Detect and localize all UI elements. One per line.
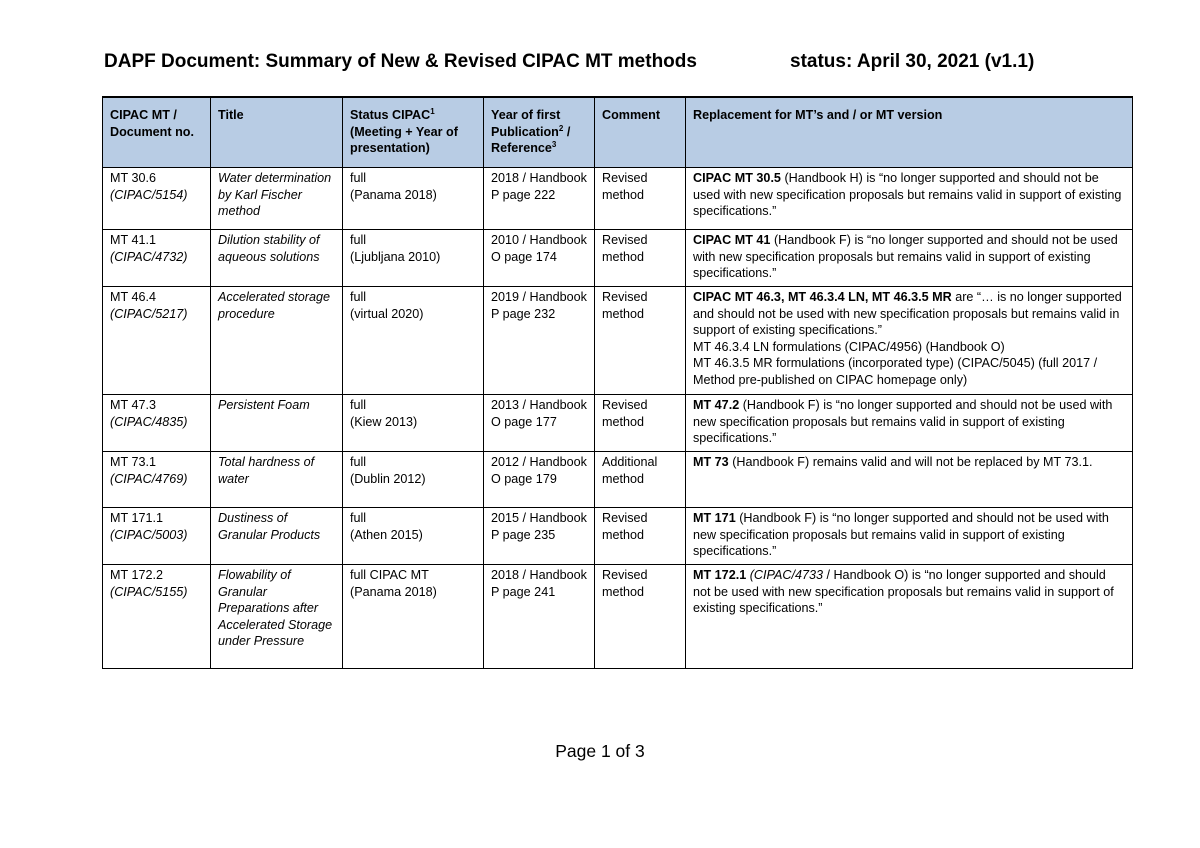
cell-year: 2018 / Handbook P page 241 [484, 565, 595, 669]
title-text: DAPF Document: Summary of New & Revised CIPAC MT methods [104, 51, 697, 72]
cell-title: Dustiness of Granular Products [211, 508, 343, 565]
cell-mt: MT 41.1 (CIPAC/4732) [103, 230, 211, 287]
col-header-status: Status CIPAC$^1$ (Meeting + Year of presentation) [343, 97, 484, 168]
cell-replacement: MT 171 (Handbook F) is “no longer supported and should not be used with new specification proposals but remains valid in support of existing specifications.” [686, 508, 1133, 565]
cell-status: full CIPAC MT (Panama 2018) [343, 565, 484, 669]
cell-comment: Revised method [595, 508, 686, 565]
cell-comment: Revised method [595, 230, 686, 287]
cell-mt: MT 30.6 (CIPAC/5154) [103, 168, 211, 230]
cell-mt: MT 46.4 (CIPAC/5217) [103, 287, 211, 395]
cell-replacement: CIPAC MT 46.3, MT 46.3.4 LN, MT 46.3.5 MR are “… is no longer supported and should not be used with new specification proposals but remains valid in support of existing specifications.” MT 46.3.4 LN formulations (CIPAC/4956) (Handbook O) MT 46.3.5 MR formulations (incorporated type) (CIPAC/5045) (full 2017 / Method pre-published on CIPAC homepage only) [686, 287, 1133, 395]
page-number: Page 1 of 3 [555, 741, 645, 761]
table-row [103, 287, 1133, 395]
cell-comment: Additional method [595, 452, 686, 508]
cell-year: 2010 / Handbook O page 174 [484, 230, 595, 287]
cell-replacement: CIPAC MT 41 (Handbook F) is “no longer supported and should not be used with new specification proposals but remains valid in support of existing specifications.” [686, 230, 1133, 287]
cell-status: full (Athen 2015) [343, 508, 484, 565]
col-header-mt: CIPAC MT / Document no. [103, 97, 211, 168]
cell-title: Water determination by Karl Fischer method [211, 168, 343, 230]
col-header-comment: Comment [595, 97, 686, 168]
header-row [103, 97, 1133, 168]
table-row [103, 230, 1133, 287]
cell-status: full (Panama 2018) [343, 168, 484, 230]
cell-replacement: MT 73 (Handbook F) remains valid and will not be replaced by MT 73.1. [686, 452, 1133, 508]
cell-status: full (Dublin 2012) [343, 452, 484, 508]
cell-replacement: CIPAC MT 30.5 (Handbook H) is “no longer supported and should not be used with new specification proposals but remains valid in support of existing specifications.” [686, 168, 1133, 230]
cell-title: Total hardness of water [211, 452, 343, 508]
table-row [103, 508, 1133, 565]
cell-replacement: MT 47.2 (Handbook F) is “no longer supported and should not be used with new specification proposals but remains valid in support of existing specifications.” [686, 395, 1133, 452]
table-row [103, 565, 1133, 669]
cell-year: 2012 / Handbook O page 179 [484, 452, 595, 508]
cell-title: Dilution stability of aqueous solutions [211, 230, 343, 287]
col-header-title: Title [211, 97, 343, 168]
cell-replacement: MT 172.1 (CIPAC/4733 / Handbook O) is “no longer supported and should not be used with new specification proposals but remains valid in support of existing specifications.” [686, 565, 1133, 669]
methods-table [102, 96, 1133, 669]
cell-mt: MT 171.1 (CIPAC/5003) [103, 508, 211, 565]
status-date: status: April 30, 2021 (v1.1) [790, 51, 1035, 72]
cell-status: full (virtual 2020) [343, 287, 484, 395]
cell-comment: Revised method [595, 565, 686, 669]
col-header-replacement: Replacement for MT’s and / or MT version [686, 97, 1133, 168]
table-row [103, 452, 1133, 508]
cell-year: 2013 / Handbook O page 177 [484, 395, 595, 452]
cell-title: Accelerated storage procedure [211, 287, 343, 395]
cell-year: 2019 / Handbook P page 232 [484, 287, 595, 395]
cell-mt: MT 47.3 (CIPAC/4835) [103, 395, 211, 452]
col-header-year: Year of first Publication$^2$ / Reference$^3$ [484, 97, 595, 168]
cell-comment: Revised method [595, 287, 686, 395]
cell-status: full (Kiew 2013) [343, 395, 484, 452]
cell-mt: MT 172.2 (CIPAC/5155) [103, 565, 211, 669]
cell-title: Persistent Foam [211, 395, 343, 452]
cell-comment: Revised method [595, 168, 686, 230]
table-row [103, 168, 1133, 230]
cell-mt: MT 73.1 (CIPAC/4769) [103, 452, 211, 508]
table-row [103, 395, 1133, 452]
document-title [104, 51, 1104, 73]
cell-status: full (Ljubljana 2010) [343, 230, 484, 287]
cell-year: 2015 / Handbook P page 235 [484, 508, 595, 565]
cell-comment: Revised method [595, 395, 686, 452]
cell-year: 2018 / Handbook P page 222 [484, 168, 595, 230]
cell-title: Flowability of Granular Preparations after Accelerated Storage under Pressure [211, 565, 343, 669]
